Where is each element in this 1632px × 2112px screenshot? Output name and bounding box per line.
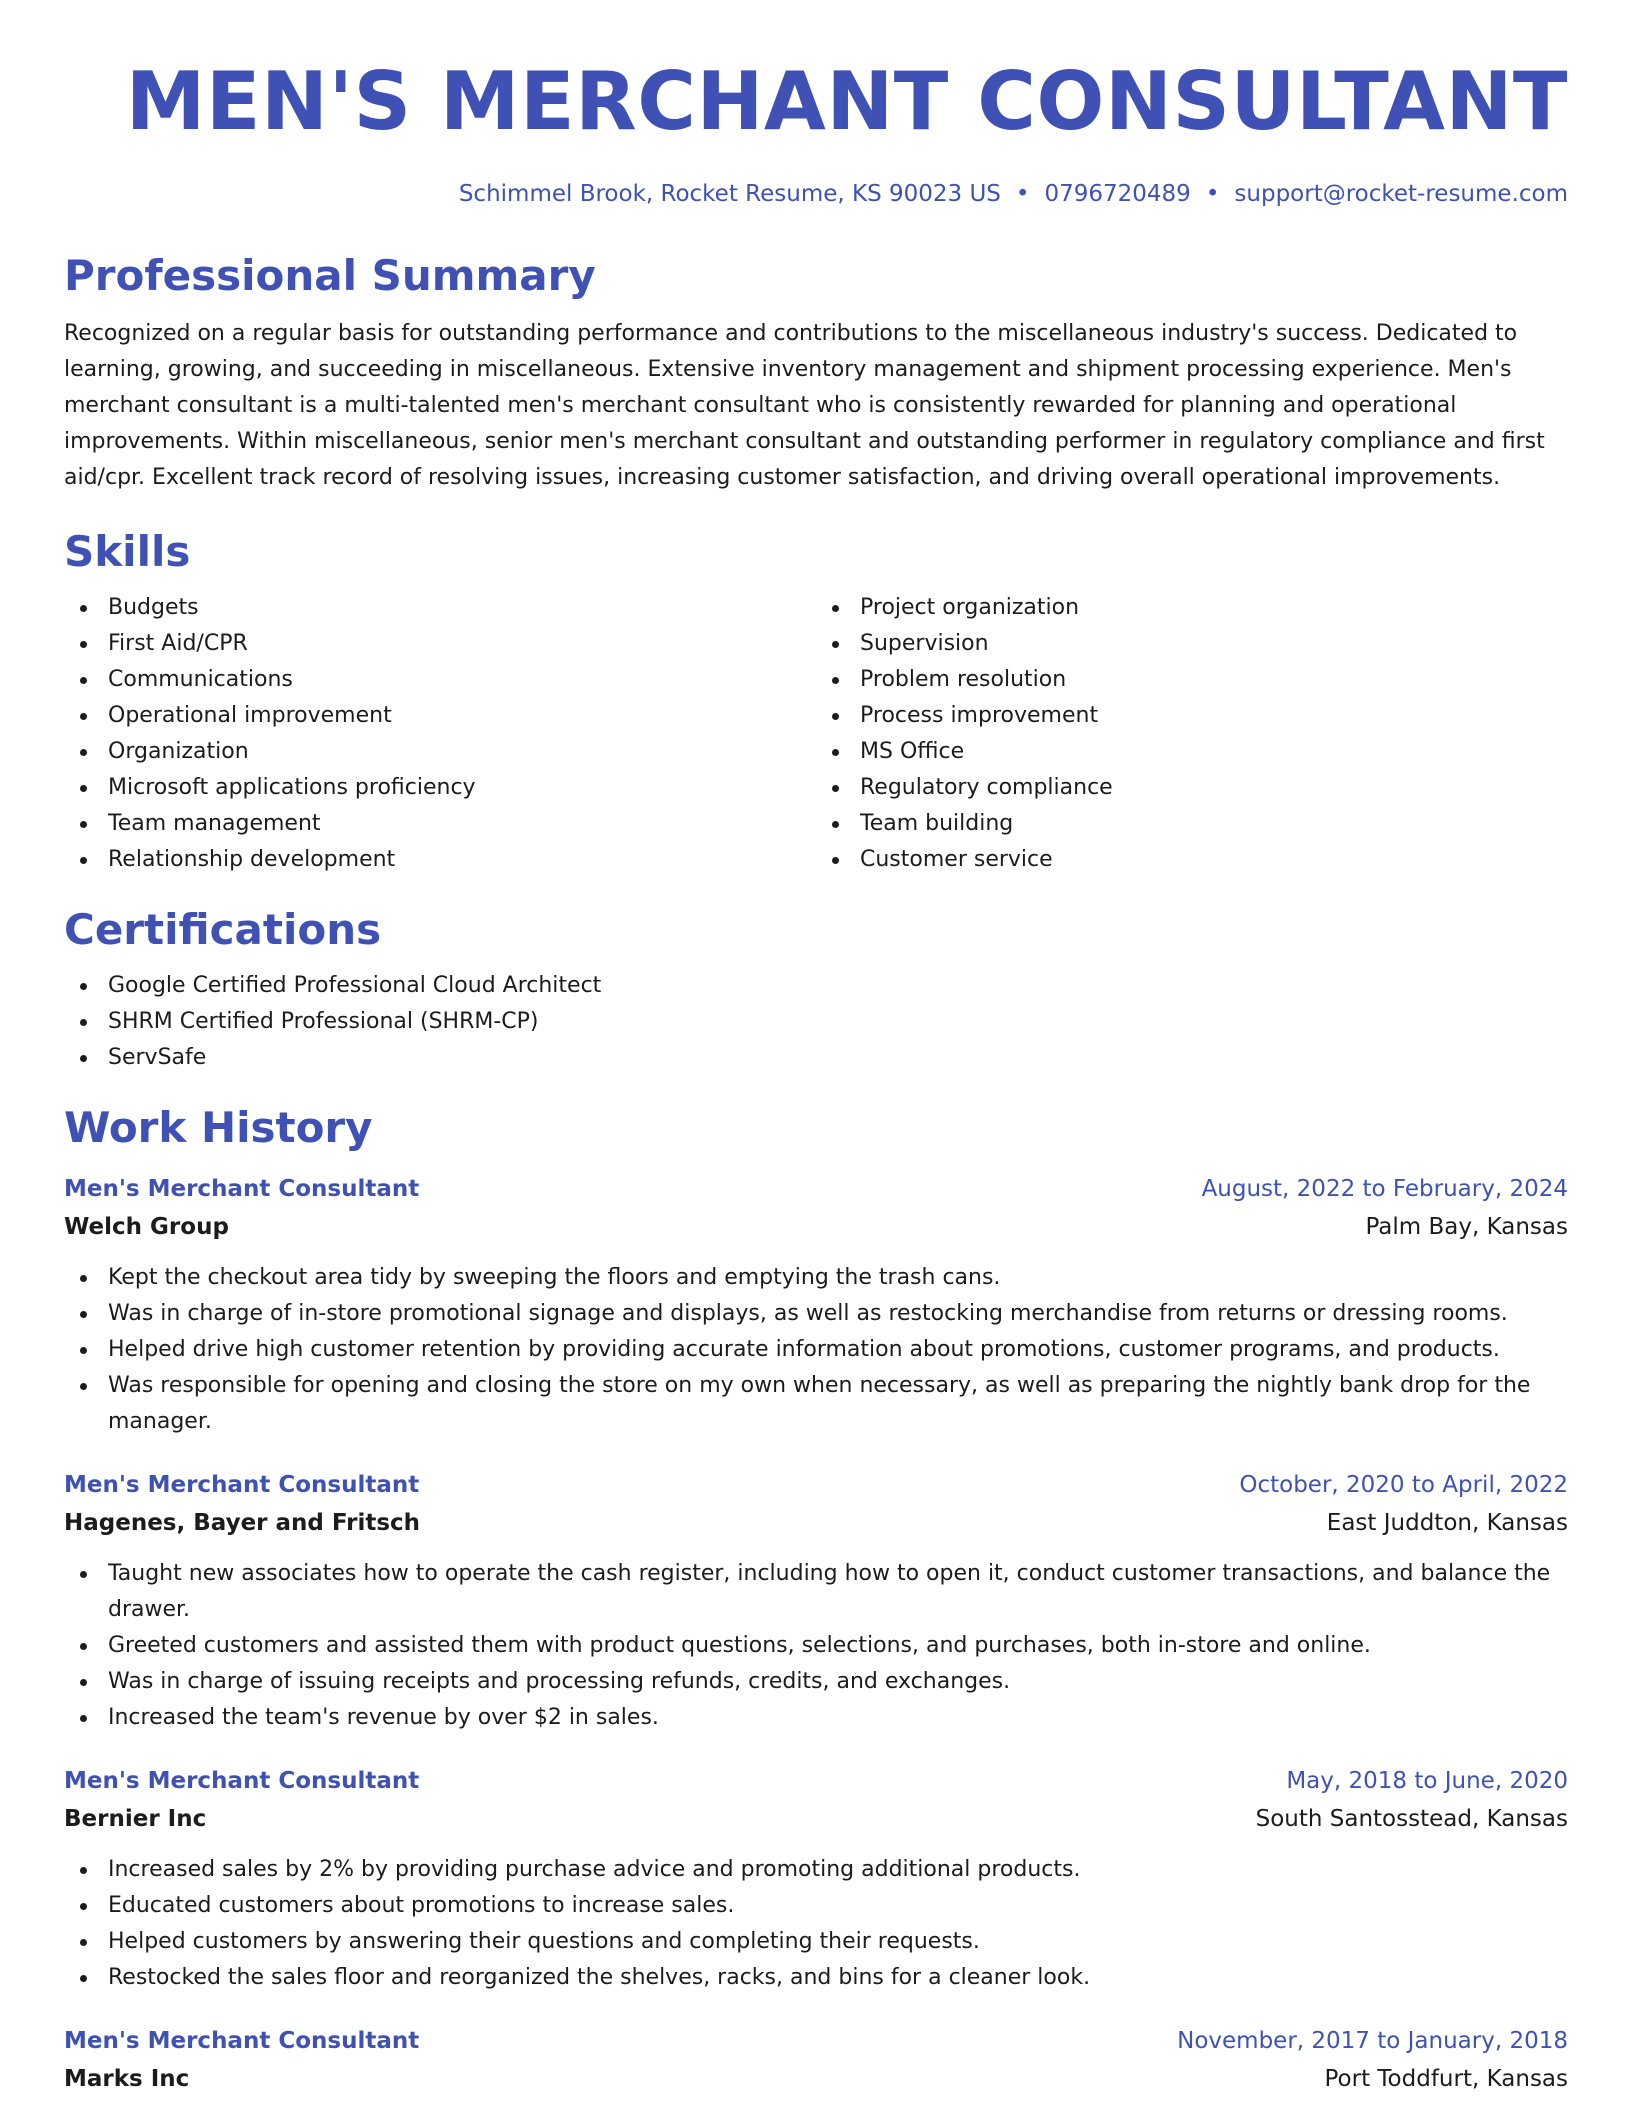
job-bullets bbox=[64, 1852, 1568, 1996]
certifications-heading: Certifications bbox=[64, 905, 382, 954]
skill-item: Communications bbox=[64, 662, 816, 698]
job-dates: August, 2022 to February, 2024 bbox=[1201, 1176, 1568, 1202]
skill-item: Customer service bbox=[816, 842, 1568, 878]
job-bullet: Was responsible for opening and closing the store on my own when necessary, as well as preparing the nightly bank drop for the manager. bbox=[64, 1368, 1568, 1440]
skill-item: Problem resolution bbox=[816, 662, 1568, 698]
skill-item: Supervision bbox=[816, 626, 1568, 662]
job-dates: November, 2017 to January, 2018 bbox=[1177, 2028, 1568, 2054]
skills-columns bbox=[64, 590, 1568, 878]
summary-section bbox=[64, 248, 1568, 496]
work-history-section bbox=[64, 1100, 1568, 2098]
certifications-list bbox=[64, 968, 1568, 1076]
skill-item: Process improvement bbox=[816, 698, 1568, 734]
job-title: Men's Merchant Consultant bbox=[64, 1768, 420, 1794]
job-title: Men's Merchant Consultant bbox=[64, 1472, 420, 1498]
job-company: Bernier Inc bbox=[64, 1806, 207, 1832]
job-bullet: Was in charge of in-store promotional signage and displays, as well as restocking merchandise from returns or dressing rooms. bbox=[64, 1296, 1568, 1332]
skill-item: Team building bbox=[816, 806, 1568, 842]
job-dates: May, 2018 to June, 2020 bbox=[1286, 1768, 1568, 1794]
contact-phone[interactable]: 0796720489 bbox=[1044, 181, 1191, 207]
skill-item: Organization bbox=[64, 734, 816, 770]
job-location: Port Toddfurt, Kansas bbox=[1324, 2066, 1568, 2092]
job-bullets bbox=[64, 1260, 1568, 1440]
job-bullet: Educated customers about promotions to increase sales. bbox=[64, 1888, 1568, 1924]
job-bullet: Helped customers by answering their questions and completing their requests. bbox=[64, 1924, 1568, 1960]
skill-item: Team management bbox=[64, 806, 816, 842]
job-company-row bbox=[64, 1800, 1568, 1838]
skills-list-right bbox=[816, 590, 1568, 878]
certifications-section bbox=[64, 902, 1568, 1076]
job-bullet: Was in charge of issuing receipts and processing refunds, credits, and exchanges. bbox=[64, 1664, 1568, 1700]
job-bullet: Increased the team's revenue by over $2 in sales. bbox=[64, 1700, 1568, 1736]
contact-email[interactable]: support@rocket-resume.com bbox=[1234, 181, 1568, 207]
summary-heading: Professional Summary bbox=[64, 251, 596, 300]
job-dates: October, 2020 to April, 2022 bbox=[1239, 1472, 1568, 1498]
job-location: Palm Bay, Kansas bbox=[1365, 1214, 1568, 1240]
job-entry bbox=[64, 1466, 1568, 1736]
job-company-row bbox=[64, 1208, 1568, 1246]
job-bullet: Greeted customers and assisted them with product questions, selections, and purchases, both in-store and online. bbox=[64, 1628, 1568, 1664]
separator-dot: • bbox=[1205, 181, 1220, 207]
skills-list-left bbox=[64, 590, 816, 878]
skill-item: Regulatory compliance bbox=[816, 770, 1568, 806]
summary-text: Recognized on a regular basis for outstanding performance and contributions to the miscellaneous industry's success. Dedicated to learning, growing, and succeeding in miscellaneous. Extensive inventory management and shipment processing experience. Men's merchant consultant is a multi-talented men's merchant consultant who is consistently rewarded for planning and operational improvements. Within miscellaneous, senior men's merchant consultant and outstanding performer in regulatory compliance and first aid/cpr. Excellent track record of resolving issues, increasing customer satisfaction, and driving overall operational improvements. bbox=[64, 321, 1545, 490]
separator-dot: • bbox=[1015, 181, 1030, 207]
skill-item: Project organization bbox=[816, 590, 1568, 626]
job-title-row bbox=[64, 1170, 1568, 1208]
job-title: Men's Merchant Consultant bbox=[64, 2028, 420, 2054]
skills-section bbox=[64, 524, 1568, 878]
skill-item: Operational improvement bbox=[64, 698, 816, 734]
contact-address: Schimmel Brook, Rocket Resume, KS 90023 US bbox=[458, 181, 1001, 207]
job-entry bbox=[64, 2022, 1568, 2098]
job-location: South Santosstead, Kansas bbox=[1255, 1806, 1568, 1832]
job-bullets bbox=[64, 1556, 1568, 1736]
certification-item: ServSafe bbox=[64, 1040, 1568, 1076]
job-title-row bbox=[64, 2022, 1568, 2060]
resume-header bbox=[64, 0, 1568, 210]
candidate-name: MEN'S MERCHANT CONSULTANT bbox=[125, 55, 1568, 148]
skill-item: First Aid/CPR bbox=[64, 626, 816, 662]
job-company: Marks Inc bbox=[64, 2066, 190, 2092]
job-company: Hagenes, Bayer and Fritsch bbox=[64, 1510, 421, 1536]
job-bullet: Kept the checkout area tidy by sweeping the floors and emptying the trash cans. bbox=[64, 1260, 1568, 1296]
skill-item: MS Office bbox=[816, 734, 1568, 770]
contact-line bbox=[64, 178, 1568, 210]
work-history-heading: Work History bbox=[64, 1103, 373, 1152]
skill-item: Relationship development bbox=[64, 842, 816, 878]
skills-heading: Skills bbox=[64, 527, 191, 576]
job-bullet: Taught new associates how to operate the cash register, including how to open it, conduct customer transactions, and balance the drawer. bbox=[64, 1556, 1568, 1628]
job-entry bbox=[64, 1762, 1568, 1996]
skill-item: Microsoft applications proficiency bbox=[64, 770, 816, 806]
skills-column-left bbox=[64, 590, 816, 878]
job-title-row bbox=[64, 1762, 1568, 1800]
job-bullet: Helped drive high customer retention by providing accurate information about promotions, customer programs, and products. bbox=[64, 1332, 1568, 1368]
job-title: Men's Merchant Consultant bbox=[64, 1176, 420, 1202]
job-company-row bbox=[64, 2060, 1568, 2098]
skills-column-right bbox=[816, 590, 1568, 878]
job-bullet: Increased sales by 2% by providing purchase advice and promoting additional products. bbox=[64, 1852, 1568, 1888]
job-bullet: Restocked the sales floor and reorganized the shelves, racks, and bins for a cleaner look. bbox=[64, 1960, 1568, 1996]
job-location: East Juddton, Kansas bbox=[1326, 1510, 1568, 1536]
job-company-row bbox=[64, 1504, 1568, 1542]
job-entry bbox=[64, 1170, 1568, 1440]
certification-item: Google Certified Professional Cloud Architect bbox=[64, 968, 1568, 1004]
certification-item: SHRM Certified Professional (SHRM-CP) bbox=[64, 1004, 1568, 1040]
skill-item: Budgets bbox=[64, 590, 816, 626]
job-company: Welch Group bbox=[64, 1214, 229, 1240]
job-title-row bbox=[64, 1466, 1568, 1504]
